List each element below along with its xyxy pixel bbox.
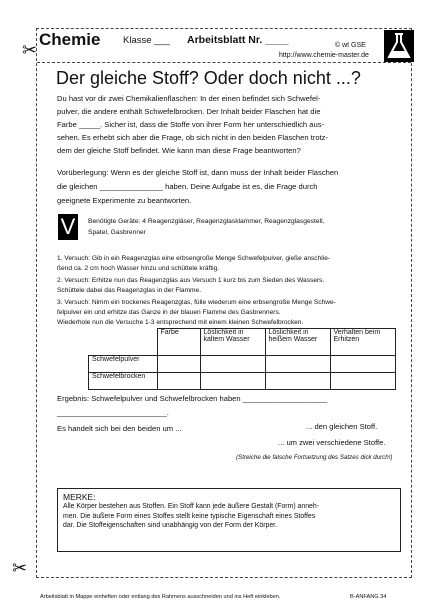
step-line: 1. Versuch: Gib in ein Reagenzglas eine erbsengroße Menge Schwefelpulver, gieße anschlie- <box>57 255 331 262</box>
table-header-row <box>89 329 396 356</box>
class-field: Klasse ___ <box>123 35 171 46</box>
equipment-list <box>88 216 408 238</box>
worksheet-number-field: Arbeitsblatt Nr. ____ <box>187 34 289 46</box>
intro-line: Farbe _____. Sicher ist, dass die Stoffe von ihrer Form her unterschiedlich aus- <box>57 120 325 129</box>
hypothesis-line: die gleichen _______________ haben. Deine Aufgabe ist es, die Frage durch <box>57 182 318 191</box>
merke-line: men. Die äußere Form eines Stoffes stellt keine typische Eigenschaft eines Stoffes <box>63 512 316 520</box>
table-cell: Schwefelbrocken <box>89 373 158 390</box>
erlenmeyer-flask-icon <box>384 30 414 62</box>
result-line: Ergebnis: Schwefelpulver und Schwefelbrocken haben ____________________ <box>57 394 328 403</box>
footer-instruction: Arbeitsblatt in Mappe einheften oder entlang des Rahmens ausschneiden und ins Heft einkleben. <box>40 594 281 600</box>
scissors-icon: ✂ <box>22 40 38 60</box>
table-header-cell: Verhalten beim Erhitzen <box>330 329 395 356</box>
table-header-cell: Löslichkeit in heißem Wasser <box>265 329 330 356</box>
header-divider <box>37 62 411 63</box>
copyright: © wt GSE <box>335 42 366 49</box>
versuch-icon: V <box>58 214 78 240</box>
merke-line: Alle Körper bestehen aus Stoffen. Ein Stoff kann jede äußere Gestalt (Form) anneh- <box>63 503 319 510</box>
merke-line: dar. Die Stoffeigenschaften sind unabhängig von der Form der Körper. <box>63 522 277 529</box>
table-cell <box>157 356 200 373</box>
equipment-line: Spatel, Gasbrenner <box>88 229 146 236</box>
observation-table <box>88 328 396 390</box>
result-note: (Streiche die falsche Fortsetzung des Satzes dick durch!) <box>236 454 393 461</box>
hypothesis-line: geeignete Experimente zu beantworten. <box>57 196 192 205</box>
worksheet-header <box>37 30 411 62</box>
result-option-different: ... um zwei verschiedene Stoffe. <box>278 438 386 447</box>
step-line: 3. Versuch: Nimm ein trockenes Reagenzglas, fülle wiederum eine erbsengroße Menge Schwe- <box>57 299 336 306</box>
equipment-line: Benötigte Geräte: 4 Reagenzgläser, Reagenzglasklammer, Reagenzglasgestell, <box>88 218 325 225</box>
scissors-icon: ✂ <box>12 558 28 578</box>
step-line: ßend ca. 2 cm hoch Wasser hinzu und schüttele kräftig. <box>57 265 220 272</box>
intro-line: Du hast vor dir zwei Chemikalienflaschen: In der einen befindet sich Schwefel- <box>57 94 321 103</box>
hypothesis-line: Vorüberlegung: Wenn es der gleiche Stoff ist, dann muss der Inhalt beider Flaschen <box>57 168 339 177</box>
result-option-same: ... den gleichen Stoff. <box>306 422 378 431</box>
website-url: http://www.chemie-master.de <box>279 52 369 59</box>
merke-title: MERKE: <box>63 492 96 502</box>
intro-line: sehen. Es erhebt sich aber die Frage, ob sich nicht in den beiden Flaschen trotz- <box>57 133 328 142</box>
table-cell <box>330 373 395 390</box>
step-line: Wiederhole nun die Versuche 1-3 entsprechend mit einem kleinen Schwefelbrocken. <box>57 319 304 326</box>
intro-line: dem der gleiche Stoff befindet. Wie kann man diese Frage beantworten? <box>57 146 301 155</box>
intro-line: pulver, die andere enthält Schwefelbrocken. Der Inhalt beider Flaschen hat die <box>57 107 321 116</box>
table-cell <box>157 373 200 390</box>
table-cell <box>265 356 330 373</box>
table-cell: Schwefelpulver <box>89 356 158 373</box>
table-header-cell <box>89 329 158 356</box>
table-cell <box>330 356 395 373</box>
page-title: Der gleiche Stoff? Oder doch nicht ...? <box>56 68 361 88</box>
table-header-cell: Farbe <box>157 329 200 356</box>
table-cell <box>265 373 330 390</box>
merke-box <box>57 488 401 552</box>
result-line: __________________________. <box>57 408 169 417</box>
table-header-cell: Löslichkeit in kaltem Wasser <box>200 329 265 356</box>
result-line: Es handelt sich bei den beiden um ... <box>57 424 182 433</box>
step-line: felpulver ein und erhitze das Ganze in der blauen Flamme des Gasbrenners. <box>57 309 281 316</box>
step-line: Schüttele dabei das Reagenzglas in der Flamme. <box>57 287 202 294</box>
table-row <box>89 373 396 390</box>
step-line: 2. Versuch: Erhitze nun das Reagenzglas aus Versuch 1 kurz bis zum Sieden des Wassers. <box>57 277 325 284</box>
table-row <box>89 356 396 373</box>
footer-code: B-ANFANG 34 <box>350 594 387 600</box>
table-cell <box>200 356 265 373</box>
subject-title: Chemie <box>39 30 101 49</box>
table-cell <box>200 373 265 390</box>
